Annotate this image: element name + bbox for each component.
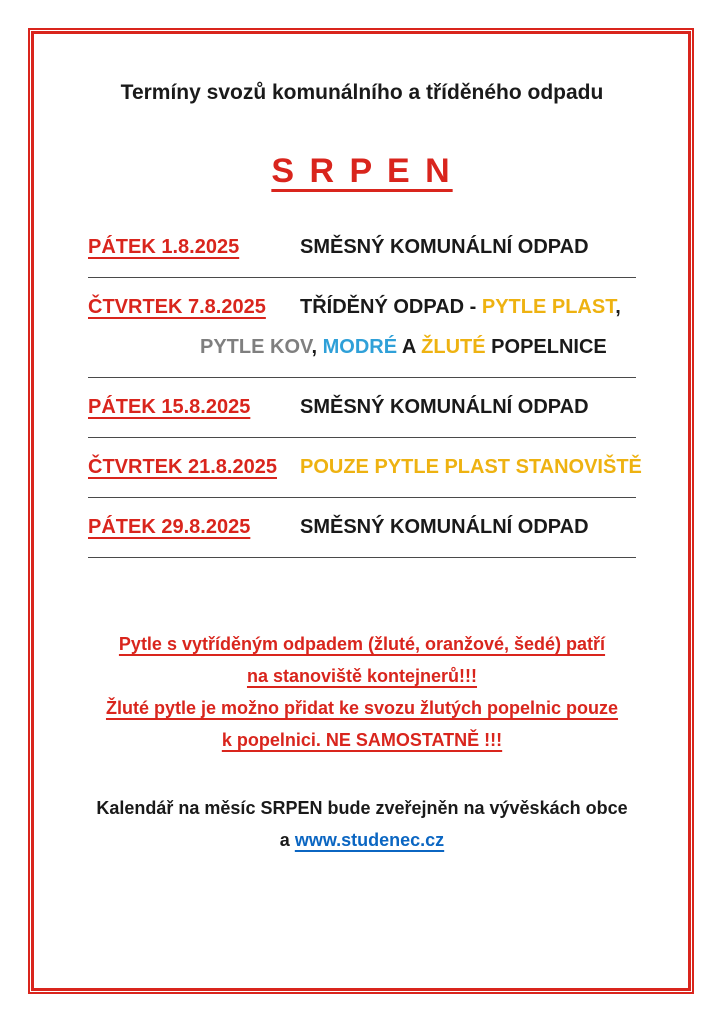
warning-block — [88, 628, 636, 756]
desc-segment: , — [615, 296, 621, 318]
footer-link-prefix: a — [279, 830, 295, 850]
desc-segment: , — [311, 336, 323, 358]
schedule-row-4 — [88, 454, 642, 480]
schedule-row-3 — [88, 394, 636, 420]
separator-line — [88, 497, 636, 498]
row-date: ČTVRTEK 7.8.2025 — [88, 296, 266, 318]
desc-segment: A — [397, 336, 422, 358]
warning-line-4: k popelnici. NE SAMOSTATNĚ !!! — [221, 730, 503, 750]
row-description: SMĚSNÝ KOMUNÁLNÍ ODPAD — [300, 236, 589, 258]
desc-segment-pytle-kov: PYTLE KOV — [200, 336, 312, 358]
schedule-row-2-line-2 — [200, 334, 636, 360]
row-date: PÁTEK 15.8.2025 — [88, 396, 251, 418]
row-date: PÁTEK 1.8.2025 — [88, 236, 240, 258]
row-description: POUZE PYTLE PLAST STANOVIŠTĚ — [300, 456, 642, 478]
schedule-row-1 — [88, 234, 636, 260]
footer-note — [88, 792, 636, 856]
row-date: ČTVRTEK 21.8.2025 — [88, 456, 277, 478]
schedule-row-2 — [88, 294, 636, 320]
desc-segment: TŘÍDĚNÝ ODPAD - — [300, 296, 482, 318]
separator-line — [88, 377, 636, 378]
separator-line — [88, 557, 636, 558]
row-description: SMĚSNÝ KOMUNÁLNÍ ODPAD — [300, 516, 589, 538]
studenec-link[interactable]: www.studenec.cz — [294, 830, 445, 850]
schedule-row-5 — [88, 514, 636, 540]
month-heading: S R P E N — [271, 152, 453, 190]
desc-segment-modre: MODRÉ — [322, 336, 398, 358]
row-date: PÁTEK 29.8.2025 — [88, 516, 251, 538]
footer-text: Kalendář na měsíc SRPEN bude zveřejněn na vývěskách obce — [96, 798, 628, 818]
warning-line-1: Pytle s vytříděným odpadem (žluté, oranžové, šedé) patří — [118, 634, 606, 654]
separator-line — [88, 277, 636, 278]
warning-line-3: Žluté pytle je možno přidat ke svozu žlutých popelnic pouze — [105, 698, 619, 718]
desc-segment-zlute: ŽLUTÉ — [421, 336, 486, 358]
desc-segment: POPELNICE — [485, 336, 607, 358]
row-description: SMĚSNÝ KOMUNÁLNÍ ODPAD — [300, 396, 589, 418]
footer-link-line — [88, 824, 636, 856]
desc-segment-pytle-plast: PYTLE PLAST — [481, 296, 616, 318]
row-description — [300, 294, 621, 320]
notice-content — [88, 34, 642, 856]
separator-line — [88, 437, 636, 438]
warning-line-2: na stanoviště kontejnerů!!! — [246, 666, 478, 686]
page-title: Termíny svozů komunálního a tříděného odpadu — [120, 81, 604, 104]
schedule-list — [88, 234, 642, 558]
